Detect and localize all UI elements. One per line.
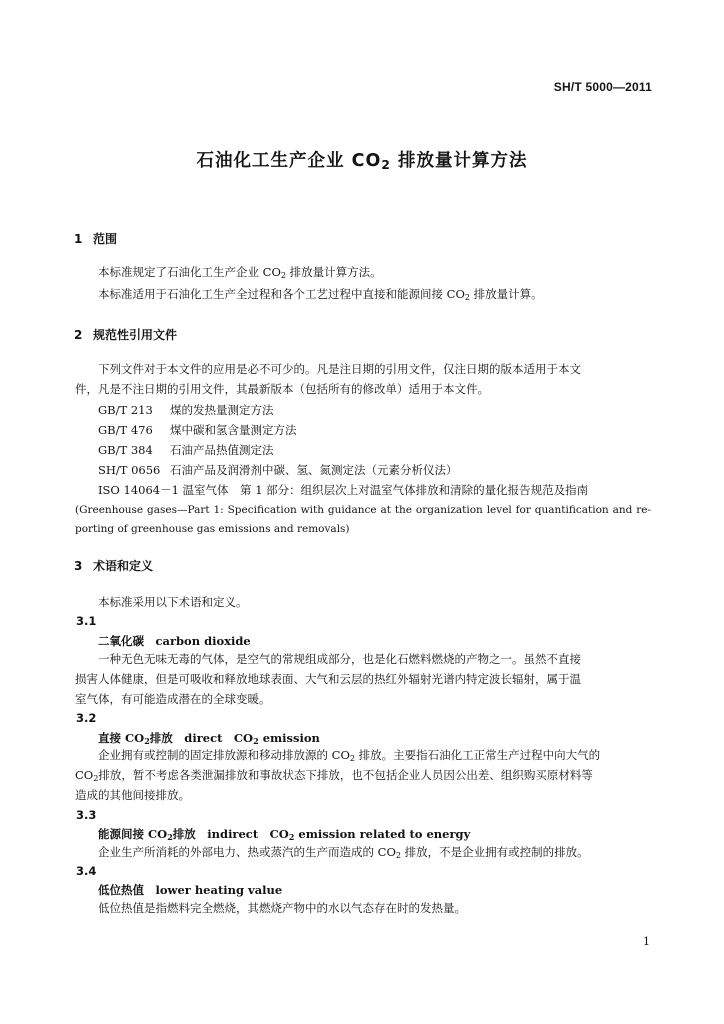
- term-3-2-definition-line-3: 造成的其他间接排放。: [75, 788, 190, 802]
- term-3-3-name: 能源间接 $CO_2$排放 indirect $CO_2$ emission related to energy: [98, 827, 471, 842]
- reference-iso-14064-line-3: porting of greenhouse gas emissions and removals): [75, 523, 350, 535]
- section-2-heading: 2 规范性引用文件: [74, 328, 178, 342]
- reference-iso-14064-line-1: ISO 14064－1 温室气体 第 1 部分：组织层次上对温室气体排放和清除的量化报告规范及指南: [98, 483, 589, 497]
- term-3-1-name: 二氧化碳 carbon dioxide: [98, 634, 251, 648]
- reference-iso-14064-line-2: (Greenhouse gases—Part 1: Specification with guidance at the organization level for quantification and re-: [75, 504, 651, 516]
- term-3-2-number: 3.2: [76, 711, 97, 725]
- section-3-heading: 3 术语和定义: [74, 559, 154, 573]
- term-3-1-definition-line-2: 损害人体健康，但是可吸收和释放地球表面、大气和云层的热红外辐射光谱内特定波长辐射，属于温: [75, 672, 581, 686]
- section-3-intro: 本标准采用以下术语和定义。: [98, 595, 248, 609]
- term-3-1-number: 3.1: [76, 614, 97, 628]
- document-title: 石油化工生产企业 $CO_2$ 排放量计算方法: [196, 151, 528, 173]
- term-3-2-definition-line-2: $CO_2$排放，暂不考虑各类泄漏排放和事故状态下排放，也不包括企业人员因公出差、组织购买原材料等: [75, 768, 593, 783]
- page-number: 1: [643, 935, 650, 948]
- section-2-intro-line-2: 件，凡是不注日期的引用文件，其最新版本（包括所有的修改单）适用于本文件。: [75, 382, 489, 396]
- reference-sht-0656: SH/T 0656 石油产品及润滑剂中碳、氢、氮测定法（元素分析仪法）: [98, 463, 458, 477]
- term-3-1-definition-line-3: 室气体，有可能造成潜在的全球变暖。: [75, 692, 271, 706]
- term-3-3-number: 3.3: [76, 808, 97, 822]
- reference-gbt-213: GB/T 213 煤的发热量测定方法: [98, 403, 274, 417]
- term-3-1-definition-line-1: 一种无色无味无毒的气体，是空气的常规组成部分，也是化石燃料燃烧的产物之一。虽然不直接: [98, 652, 581, 666]
- term-3-4-definition-line-1: 低位热值是指燃料完全燃烧，其燃烧产物中的水以气态存在时的发热量。: [98, 901, 466, 915]
- term-3-2-definition-line-1: 企业拥有或控制的固定排放源和移动排放源的 $CO_2$ 排放。主要指石油化工正常生产过程中向大气的: [98, 748, 601, 763]
- term-3-3-definition-line-1: 企业生产所消耗的外部电力、热或蒸汽的生产而造成的 $CO_2$ 排放，不是企业拥有或控制的排放。: [98, 845, 589, 860]
- reference-gbt-476: GB/T 476 煤中碳和氢含量测定方法: [98, 423, 297, 437]
- section-1-paragraph-1: 本标准规定了石油化工生产企业 $CO_2$ 排放量计算方法。: [98, 265, 382, 280]
- section-2-intro-line-1: 下列文件对于本文件的应用是必不可少的。凡是注日期的引用文件，仅注日期的版本适用于本文: [98, 362, 581, 376]
- term-3-4-number: 3.4: [76, 864, 97, 878]
- section-1-paragraph-2: 本标准适用于石油化工生产全过程和各个工艺过程中直接和能源间接 $CO_2$ 排放量计算。: [98, 287, 543, 302]
- section-1-heading: 1 范围: [74, 232, 118, 246]
- standard-code: SH/T 5000—2011: [553, 80, 652, 94]
- reference-gbt-384: GB/T 384 石油产品热值测定法: [98, 443, 274, 457]
- term-3-2-name: 直接 $CO_2$排放 direct $CO_2$ emission: [98, 731, 320, 746]
- term-3-4-name: 低位热值 lower heating value: [98, 883, 283, 897]
